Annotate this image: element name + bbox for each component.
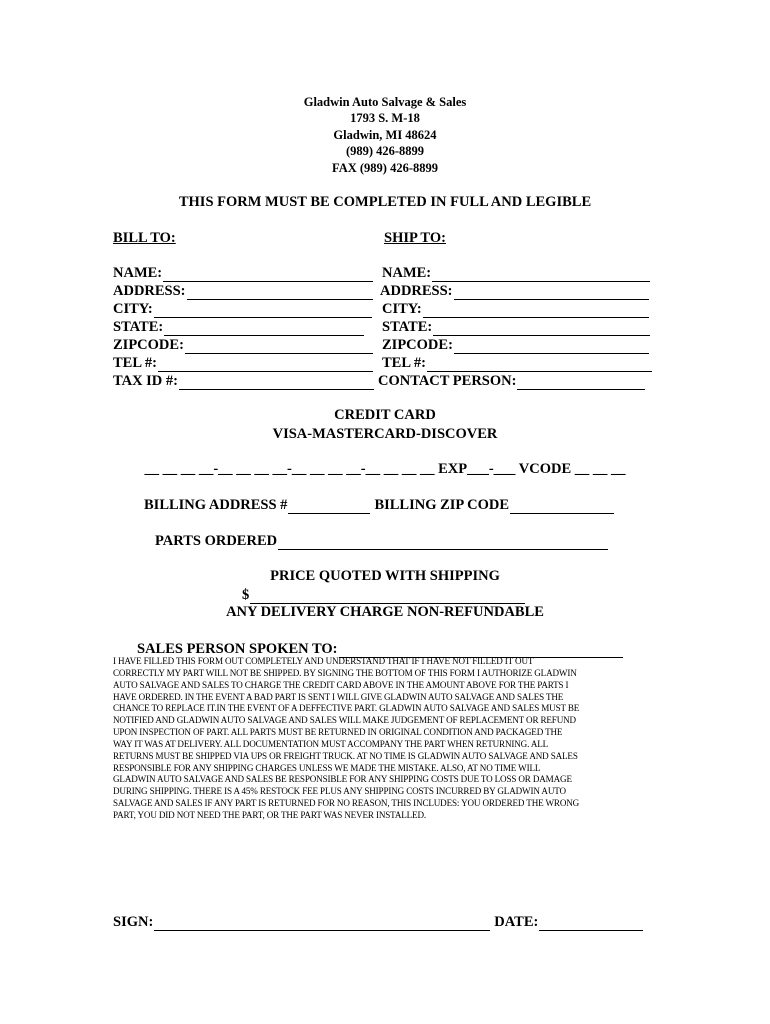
legal-line: UPON INSPECTION OF PART. ALL PARTS MUST BE RETURNED IN ORIGINAL CONDITION AND PACKAGED THE <box>113 727 563 738</box>
bill-tel-field[interactable] <box>158 358 373 372</box>
legal-line: DURING SHIPPING. THERE IS A 45% RESTOCK FEE PLUS ANY SHIPPING COSTS INCURRED BY GLADWIN AUTO <box>113 786 566 797</box>
legal-line: NOTIFIED AND GLADWIN AUTO SALVAGE AND SALES WILL MAKE JUDGEMENT OF REPLACEMENT OR REFUND <box>113 715 576 726</box>
bill-tel-label: TEL #: <box>113 355 157 371</box>
company-header <box>0 94 770 176</box>
sales-person-label: SALES PERSON SPOKEN TO: <box>137 641 338 657</box>
parts-ordered-label: PARTS ORDERED <box>155 533 278 549</box>
company-phone: (989) 426-8899 <box>345 144 425 159</box>
billing-zip-field[interactable] <box>510 500 614 514</box>
company-street: 1793 S. M-18 <box>350 111 420 126</box>
ship-state-row <box>382 318 650 336</box>
bill-taxid-field[interactable] <box>179 376 374 390</box>
ship-address-field[interactable] <box>454 286 649 300</box>
price-label: PRICE QUOTED WITH SHIPPING <box>270 568 500 584</box>
ship-name-label: NAME: <box>382 265 432 281</box>
ship-city-row <box>382 300 649 318</box>
billing-address-label: BILLING ADDRESS # <box>144 497 288 513</box>
bill-address-row <box>113 282 373 300</box>
ship-zip-row <box>382 336 649 354</box>
billing-row <box>144 496 614 514</box>
ship-tel-field[interactable] <box>427 358 652 372</box>
legal-line: GLADWIN AUTO SALVAGE AND SALES BE RESPONSIBLE FOR ANY SHIPPING COSTS DUE TO LOSS OR DAMAGE <box>113 774 572 785</box>
ship-contact-row <box>378 372 645 390</box>
bill-tel-row <box>113 354 373 372</box>
parts-ordered-field[interactable] <box>278 536 608 550</box>
billing-zip-label: BILLING ZIP CODE <box>374 497 510 513</box>
ship-address-row <box>380 282 649 300</box>
ship-city-label: CITY: <box>382 301 422 317</box>
date-field[interactable] <box>539 917 643 931</box>
ship-tel-label: TEL #: <box>382 355 426 371</box>
parts-ordered-row <box>155 532 608 550</box>
ship-contact-field[interactable] <box>517 376 645 390</box>
bill-to-heading: BILL TO: <box>113 230 176 246</box>
ship-to-heading: SHIP TO: <box>384 230 446 246</box>
bill-state-field[interactable] <box>164 322 364 336</box>
legal-line: PART, YOU DID NOT NEED THE PART, OR THE PART WAS NEVER INSTALLED. <box>113 809 427 820</box>
form-notice: THIS FORM MUST BE COMPLETED IN FULL AND LEGIBLE <box>178 194 592 210</box>
card-number-line[interactable]: __ __ __ __-__ __ __ __-__ __ __ __-__ __ __ __ EXP___-___ VCODE __ __ __ <box>144 461 626 477</box>
delivery-note: ANY DELIVERY CHARGE NON-REFUNDABLE <box>226 604 544 620</box>
bill-taxid-row <box>113 372 374 390</box>
billing-address-field[interactable] <box>288 500 370 514</box>
ship-city-field[interactable] <box>423 304 649 318</box>
signature-field[interactable] <box>154 917 490 931</box>
ship-state-field[interactable] <box>433 322 650 336</box>
ship-zip-label: ZIPCODE: <box>382 337 453 353</box>
legal-line: RETURNS MUST BE SHIPPED VIA UPS OR FREIGHT TRUCK. AT NO TIME IS GLADWIN AUTO SALVAGE AND SALES <box>113 750 578 761</box>
bill-zip-field[interactable] <box>185 340 373 354</box>
price-field[interactable] <box>250 590 525 604</box>
ship-zip-field[interactable] <box>454 340 649 354</box>
bill-city-row <box>113 300 372 318</box>
ship-state-label: STATE: <box>382 319 433 335</box>
legal-line: HAVE ORDERED. IN THE EVENT A BAD PART IS SENT I WILL GIVE GLADWIN AUTO SALVAGE AND SALES THE <box>113 691 564 702</box>
ship-name-field[interactable] <box>432 268 650 282</box>
bill-taxid-label: TAX ID #: <box>113 373 178 389</box>
bill-state-row <box>113 318 364 336</box>
company-fax: FAX (989) 426-8899 <box>332 160 438 175</box>
credit-card-title: CREDIT CARD <box>334 407 436 423</box>
price-row <box>242 586 525 604</box>
bill-address-field[interactable] <box>187 286 373 300</box>
legal-line: CORRECTLY MY PART WILL NOT BE SHIPPED. BY SIGNING THE BOTTOM OF THIS FORM I AUTHORIZE GLADWIN <box>113 667 577 678</box>
bill-state-label: STATE: <box>113 319 164 335</box>
legal-line: RESPONSIBLE FOR ANY SHIPPING CHARGES UNLESS WE MADE THE MISTAKE. ALSO, AT NO TIME WILL <box>113 762 541 773</box>
bill-city-field[interactable] <box>154 304 372 318</box>
legal-line: SALVAGE AND SALES IF ANY PART IS RETURNED FOR NO REASON, THIS INCLUDES: YOU ORDERED THE WRONG <box>113 798 580 809</box>
bill-zip-label: ZIPCODE: <box>113 337 184 353</box>
credit-card-types: VISA-MASTERCARD-DISCOVER <box>272 426 498 442</box>
legal-terms <box>113 656 658 822</box>
bill-name-row <box>113 264 373 282</box>
company-name: Gladwin Auto Salvage & Sales <box>303 95 467 109</box>
ship-name-row <box>382 264 650 282</box>
bill-zip-row <box>113 336 373 354</box>
bill-name-label: NAME: <box>113 265 163 281</box>
legal-line: I HAVE FILLED THIS FORM OUT COMPLETELY AND UNDERSTAND THAT IF I HAVE NOT FILLED IT OUT <box>113 656 534 666</box>
ship-address-label: ADDRESS: <box>380 283 453 299</box>
bill-city-label: CITY: <box>113 301 153 317</box>
legal-line: WAY IT WAS AT DELIVERY. ALL DOCUMENTATION MUST ACCOMPANY THE PART WHEN RETURNING. ALL <box>113 738 549 749</box>
legal-line: CHANCE TO REPLACE IT.IN THE EVENT OF A DEFFECTIVE PART. GLADWIN AUTO SALVAGE AND SALES MUST BE <box>113 703 580 714</box>
company-city: Gladwin, MI 48624 <box>333 127 437 142</box>
signature-row <box>113 913 643 931</box>
legal-line: AUTO SALVAGE AND SALES TO CHARGE THE CREDIT CARD ABOVE IN THE AMOUNT ABOVE FOR THE PARTS I <box>113 679 569 690</box>
date-label: DATE: <box>494 914 539 930</box>
ship-tel-row <box>382 354 652 372</box>
bill-name-field[interactable] <box>163 268 373 282</box>
sign-label: SIGN: <box>113 914 154 930</box>
ship-contact-label: CONTACT PERSON: <box>378 373 517 389</box>
dollar-sign: $ <box>242 587 250 603</box>
bill-address-label: ADDRESS: <box>113 283 186 299</box>
